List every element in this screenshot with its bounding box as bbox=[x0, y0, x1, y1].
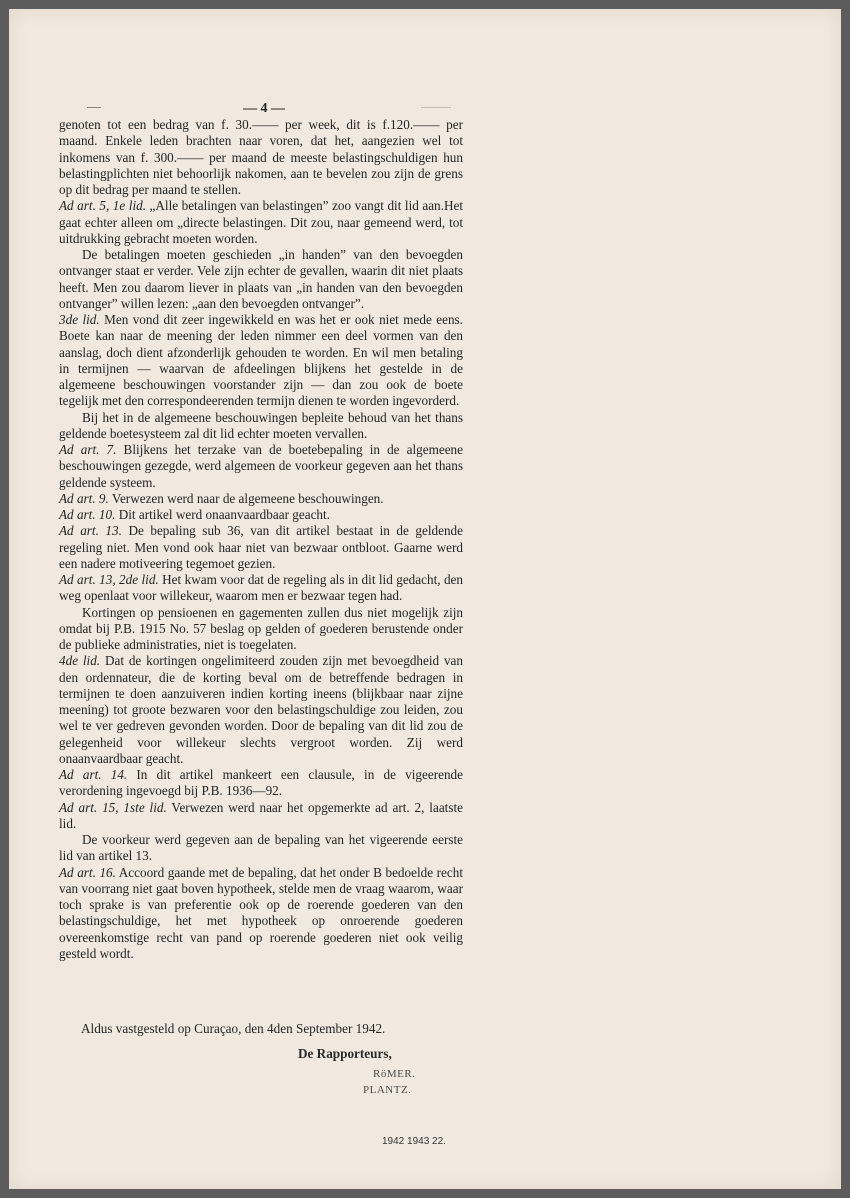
body-paragraph bbox=[59, 410, 463, 443]
article-reference: Ad art. 13. bbox=[59, 523, 122, 539]
paragraph-text: Kortingen op pensioenen en gagementen zullen dus niet mogelijk zijn omdat bij P.B. 1915 No. 57 beslag op gelden of goederen berustende onder de publieke administraties, niet is toegelaten. bbox=[59, 604, 463, 652]
article-reference: Ad art. 10. bbox=[59, 507, 116, 522]
article-reference: 4de lid. bbox=[59, 653, 101, 669]
paragraph-text: De betalingen moeten geschieden „in handen” van den bevoegden ontvanger staat er verder. Vele zijn echter de gevallen, waarin dit niet plaats heeft. Men zou daarom liever in plaats van „in handen van den bevoegden ontvanger” willen lezen: „aan den bevoegden ontvanger”. bbox=[59, 247, 463, 311]
header-mark-right bbox=[421, 107, 451, 108]
body-paragraph bbox=[59, 865, 463, 963]
article-reference: Ad art. 16. bbox=[59, 864, 116, 880]
signature-plantz: PLANTZ. bbox=[363, 1084, 412, 1096]
article-reference: Ad art. 5, 1e lid. bbox=[59, 198, 146, 214]
body-paragraph bbox=[59, 117, 463, 198]
paragraph-text: Blijkens het terzake van de boetebepaling in de algemeene beschouwingen gezegde, werd algemeen de voorkeur gegeven aan het thans geldende systeem. bbox=[59, 442, 464, 490]
paragraph-text: In dit artikel mankeert een clausule, in de vigeerende verordening ingevoegd bij P.B. 1936—92. bbox=[59, 767, 463, 799]
body-paragraph bbox=[59, 767, 463, 800]
rapporteurs-label: De Rapporteurs, bbox=[298, 1046, 392, 1061]
article-reference: 3de lid. bbox=[59, 312, 100, 327]
body-paragraph bbox=[59, 491, 463, 507]
paragraph-text: Verwezen werd naar de algemeene beschouwingen. bbox=[108, 490, 384, 506]
body-paragraph bbox=[59, 198, 463, 247]
article-reference: Ad art. 9. bbox=[59, 490, 109, 506]
paragraph-text: Men vond dit zeer ingewikkeld en was het er ook niet mede eens. Boete kan naar de meening der leden nimmer een deel vormen van den aanslag, doch dient afzonderlijk gehouden te worden. En wil men betaling in termijnen — waarvan de afdeelingen blijkens het gestelde in de algemeene beschouwingen voorstander zijn — dan zou ook de boete tegelijk met den correspondeerenden termijn dienen te worden ingevorderd. bbox=[59, 312, 463, 409]
report-body bbox=[59, 117, 463, 962]
body-paragraph bbox=[59, 312, 463, 410]
paragraph-text: De voorkeur werd gegeven aan de bepaling van het vigeerende eerste lid van artikel 13. bbox=[59, 832, 463, 864]
paragraph-text: genoten tot een bedrag van f. 30.—— per week, dit is f.120.—— per maand. Enkele leden brachten naar voren, dat het, aangezien wel tot inkomens van f. 300.—— per maand de meeste belastingschuldigen hun belastingplichten niet behoorlijk nakomen, aan te bevelen zou zijn de grens op dit bedrag per maand te stellen. bbox=[59, 117, 463, 197]
page-number: — 4 — bbox=[243, 101, 285, 116]
paragraph-text: Dat de kortingen ongelimiteerd zouden zijn met bevoegdheid van den ordennateur, die de korting beval om de betreffende bedragen in termijnen te doen aanzuiveren indien korting ineens (blijkbaar naar zijne meening) tot groote bezwaren voor den belastingschuldige zou leiden, zou wel te ver gedreven gevonden worden. Door de bepaling van dit lid zou de gelegenheid voor willekeur slechts vergroot worden. Zij werd onaanvaardbaar geacht. bbox=[59, 653, 463, 766]
header-mark-left bbox=[87, 107, 101, 108]
article-reference: Ad art. 7. bbox=[59, 442, 117, 457]
paragraph-text: „Alle betalingen van belastingen” zoo vangt dit lid aan.Het gaat echter alleen om „directe belastingen. Dit zou, naar gemeend werd, tot uitdrukking gebracht moeten worden. bbox=[59, 198, 463, 246]
archive-stamp: 1942 1943 22. bbox=[382, 1136, 446, 1147]
body-paragraph bbox=[59, 653, 463, 767]
body-paragraph bbox=[59, 832, 463, 865]
paragraph-text: Bij het in de algemeene beschouwingen bepleite behoud van het thans geldende boetesysteem zal dit lid echter moeten vervallen. bbox=[59, 409, 463, 441]
paragraph-text: Het kwam voor dat de regeling als in dit lid gedacht, den weg openlaat voor willekeur, waarom men er bezwaar tegen had. bbox=[59, 572, 463, 604]
paragraph-text: De bepaling sub 36, van dit artikel bestaat in de geldende regeling niet. Men vond ook haar niet van bezwaar ontbloot. Gaarne werd een nadere motiveering tegemoet gezien. bbox=[59, 523, 463, 571]
body-paragraph bbox=[59, 572, 463, 605]
body-paragraph bbox=[59, 247, 463, 312]
body-paragraph bbox=[59, 605, 463, 654]
signature-romer: RöMER. bbox=[373, 1068, 416, 1080]
paragraph-text: Accoord gaande met de bepaling, dat het onder B bedoelde recht van voorrang niet gaat boven hypotheek, stelde men de vraag waarom, waar toch sprake is van preferentie ook op de roerende goederen van den belastingschuldige, het met hypotheek op onroerende goederen overeenkomstige recht van pand op roerende goederen niet ook veilig gesteld wordt. bbox=[59, 864, 463, 961]
body-paragraph bbox=[59, 800, 463, 833]
paragraph-text: Verwezen werd naar het opgemerkte ad art. 2, laatste lid. bbox=[59, 799, 463, 831]
article-reference: Ad art. 14. bbox=[59, 767, 128, 782]
body-paragraph bbox=[59, 507, 463, 523]
article-reference: Ad art. 13, 2de lid. bbox=[59, 572, 159, 587]
article-reference: Ad art. 15, 1ste lid. bbox=[59, 799, 167, 815]
closing-statement: Aldus vastgesteld op Curaçao, den 4den September 1942. bbox=[81, 1021, 386, 1036]
body-paragraph bbox=[59, 442, 463, 491]
paragraph-text: Dit artikel werd onaanvaardbaar geacht. bbox=[115, 507, 330, 522]
body-paragraph bbox=[59, 523, 463, 572]
